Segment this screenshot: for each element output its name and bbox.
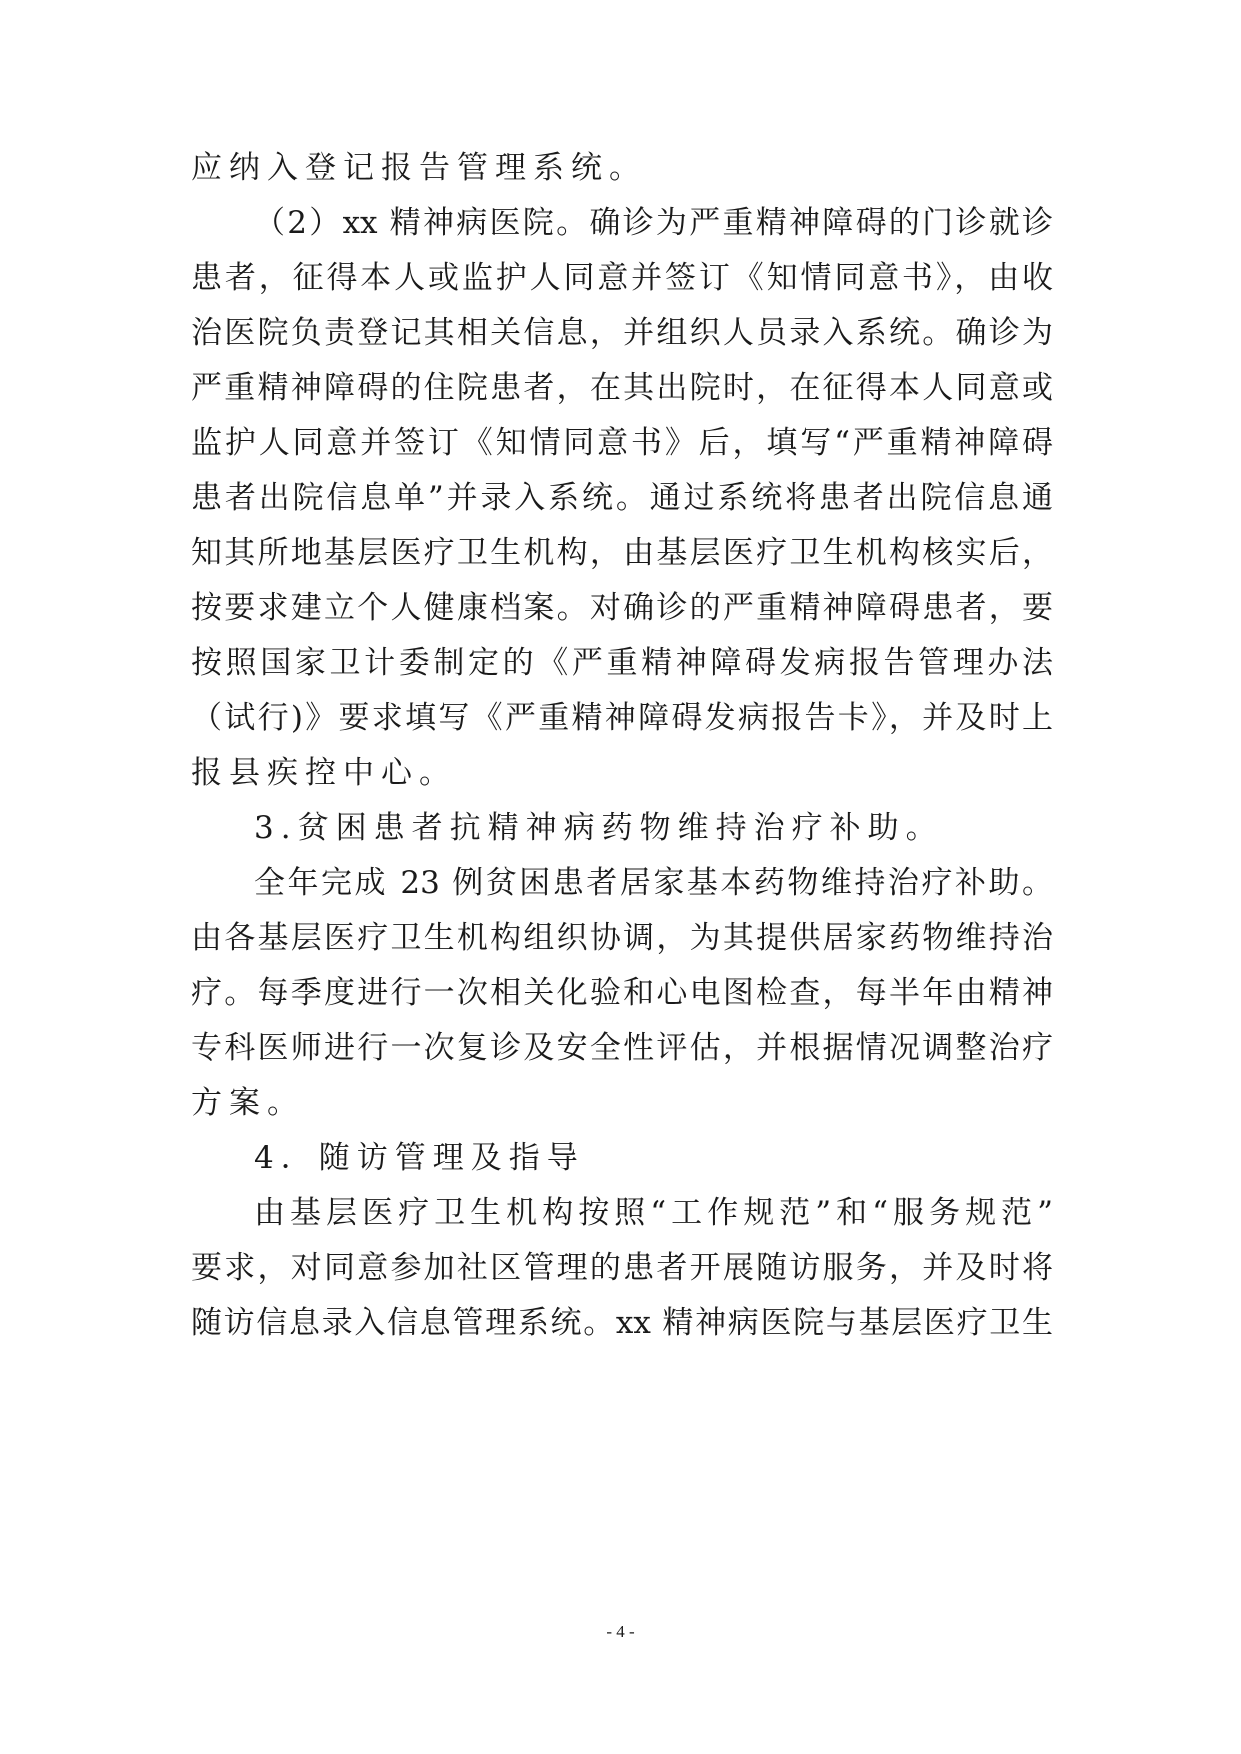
paragraph-line: 随访信息录入信息管理系统。xx 精神病医院与基层医疗卫生 xyxy=(191,1305,1053,1341)
paragraph-line: 专科医师进行一次复诊及安全性评估，并根据情况调整治疗 xyxy=(191,1030,1053,1066)
section-heading: 4．随访管理及指导 xyxy=(254,1140,585,1176)
paragraph-line: 按要求建立个人健康档案。对确诊的严重精神障碍患者，要 xyxy=(191,590,1053,626)
section-heading: 3.贫困患者抗精神病药物维持治疗补助。 xyxy=(254,810,944,846)
paragraph-line: 全年完成 23 例贫困患者居家基本药物维持治疗补助。 xyxy=(254,865,1053,901)
paragraph-line: 监护人同意并签订《知情同意书》后，填写“严重精神障碍 xyxy=(191,425,1053,461)
paragraph-line: 要求，对同意参加社区管理的患者开展随访服务，并及时将 xyxy=(191,1250,1053,1286)
paragraph-line: 由基层医疗卫生机构按照“工作规范”和“服务规范” xyxy=(254,1195,1053,1231)
paragraph-line: 治医院负责登记其相关信息，并组织人员录入系统。确诊为 xyxy=(191,315,1053,351)
paragraph-line: 报县疾控中心。 xyxy=(191,755,457,791)
paragraph-line: （2）xx 精神病医院。确诊为严重精神障碍的门诊就诊 xyxy=(254,205,1053,241)
page-number: - 4 - xyxy=(606,1622,635,1641)
paragraph-line: （试行)》要求填写《严重精神障碍发病报告卡》，并及时上 xyxy=(191,700,1053,736)
paragraph-line: 由各基层医疗卫生机构组织协调，为其提供居家药物维持治 xyxy=(191,920,1053,956)
paragraph-line: 患者出院信息单”并录入系统。通过系统将患者出院信息通 xyxy=(191,480,1053,516)
paragraph-line: 方案。 xyxy=(191,1085,305,1121)
paragraph-line: 患者，征得本人或监护人同意并签订《知情同意书》，由收 xyxy=(191,260,1053,296)
paragraph-line: 知其所地基层医疗卫生机构，由基层医疗卫生机构核实后， xyxy=(191,535,1053,571)
paragraph-line: 按照国家卫计委制定的《严重精神障碍发病报告管理办法 xyxy=(191,645,1053,681)
paragraph-line: 应纳入登记报告管理系统。 xyxy=(191,150,647,186)
paragraph-line: 疗。每季度进行一次相关化验和心电图检查，每半年由精神 xyxy=(191,975,1053,1011)
paragraph-line: 严重精神障碍的住院患者，在其出院时，在征得本人同意或 xyxy=(191,370,1053,406)
